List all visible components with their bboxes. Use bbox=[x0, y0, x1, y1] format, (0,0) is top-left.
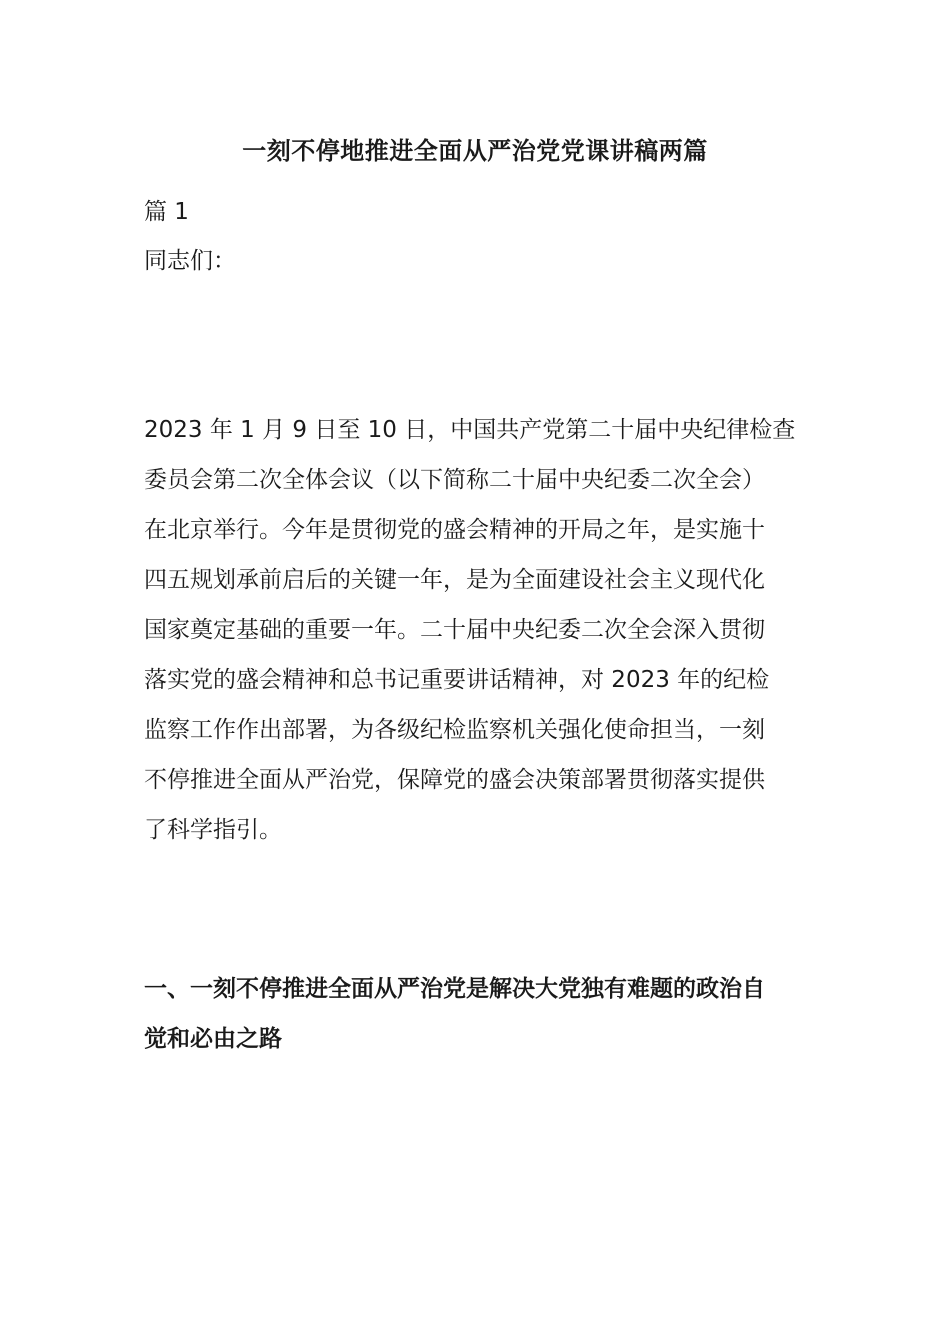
intro-paragraph bbox=[144, 405, 806, 855]
heading-line: 一、一刻不停推进全面从严治党是解决大党独有难题的政治自 bbox=[144, 976, 765, 1002]
section-label: 篇 1 bbox=[144, 199, 189, 225]
document-title: 一刻不停地推进全面从严治党党课讲稿两篇 bbox=[242, 137, 708, 165]
salutation: 同志们： bbox=[144, 248, 236, 274]
paragraph-line: 了科学指引。 bbox=[144, 817, 282, 843]
paragraph-line: 四五规划承前启后的关键一年，是为全面建设社会主义现代化 bbox=[144, 567, 765, 593]
heading-line: 觉和必由之路 bbox=[144, 1026, 282, 1052]
paragraph-line: 不停推进全面从严治党，保障党的盛会决策部署贯彻落实提供 bbox=[144, 767, 765, 793]
paragraph-line: 委员会第二次全体会议（以下简称二十届中央纪委二次全会） bbox=[144, 467, 765, 493]
section-heading-1 bbox=[144, 964, 806, 1064]
paragraph-line: 落实党的盛会精神和总书记重要讲话精神，对 2023 年的纪检 bbox=[144, 667, 770, 693]
paragraph-line: 2023 年 1 月 9 日至 10 日，中国共产党第二十届中央纪律检查 bbox=[144, 417, 796, 443]
paragraph-line: 在北京举行。今年是贯彻党的盛会精神的开局之年，是实施十 bbox=[144, 517, 765, 543]
paragraph-line: 国家奠定基础的重要一年。二十届中央纪委二次全会深入贯彻 bbox=[144, 617, 765, 643]
paragraph-line: 监察工作作出部署，为各级纪检监察机关强化使命担当，一刻 bbox=[144, 717, 765, 743]
